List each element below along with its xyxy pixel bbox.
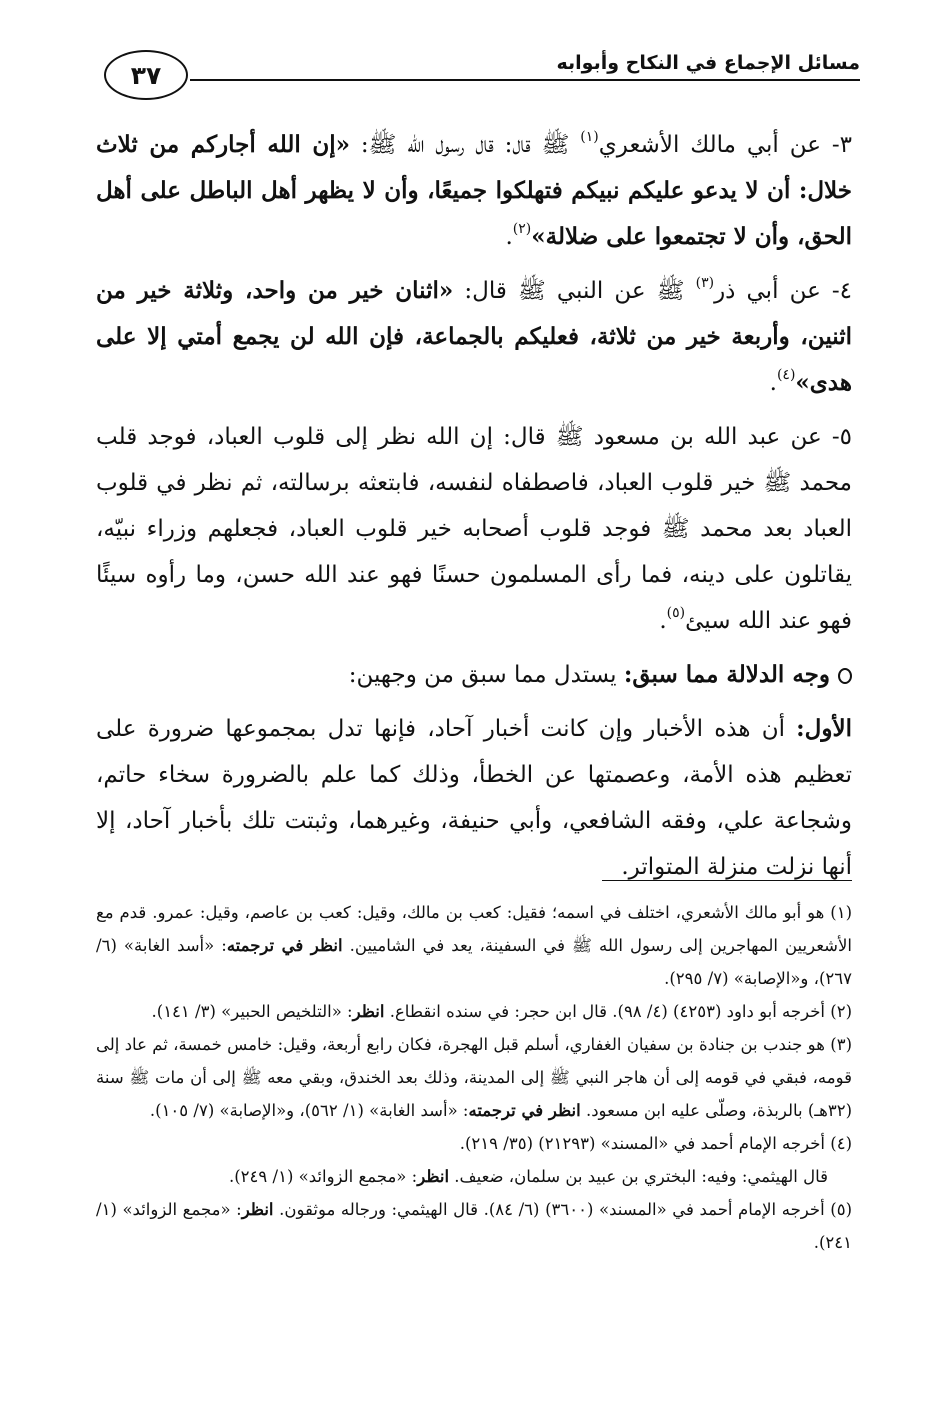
hadith-3-intro: ٣- عن أبي مالك الأشعري: [598, 132, 852, 158]
hadith-3: [96, 122, 852, 260]
footnote-ref-3: (٣): [695, 275, 715, 292]
footnote-ref-2: (٢): [512, 221, 532, 238]
footnote-1-see: انظر في ترجمته: [226, 936, 343, 955]
footnote-3-refs: : «أسد الغابة» (١/ ٥٦٢)، و«الإصابة» (٧/ ١٠٥).: [149, 1101, 469, 1120]
footnote-4-see: انظر: [417, 1167, 450, 1186]
footnote-3: [96, 1028, 852, 1127]
footnote-3-see: انظر في ترجمته: [468, 1101, 581, 1120]
hadith-4-intro-2: ﷺ عن النبي ﷺ قال:: [453, 278, 696, 304]
main-text: [96, 122, 852, 898]
footnote-2-text: (٢) أخرجه أبو داود (٤٢٥٣) (٤/ ٩٨). قال ابن حجر: في سنده انقطاع.: [384, 1002, 852, 1021]
footnote-5: [96, 1193, 852, 1259]
hadith-3-end: .: [505, 224, 513, 250]
footnote-1-refs: : «أسد الغابة» (٦/ ٢٦٧)، و«الإصابة» (٧/ ٢٩٥).: [96, 936, 852, 988]
footnote-4: [96, 1127, 852, 1160]
footnote-2-see: انظر: [352, 1002, 385, 1021]
footnote-separator: [602, 880, 852, 881]
hadith-4: [96, 268, 852, 406]
page-number-badge: [104, 50, 188, 100]
footnote-5-text: (٥) أخرجه الإمام أحمد في «المسند» (٣٦٠٠) (٦/ ٨٤). قال الهيثمي: ورجاله موثقون.: [273, 1200, 852, 1219]
footnote-4-text: (٤) أخرجه الإمام أحمد في «المسند» (٢١٢٩٣) (٣٥/ ٢١٩).: [459, 1134, 852, 1153]
hadith-4-text: «اثنان خير من واحد، وثلاثة خير من اثنين، وأربعة خير من ثلاثة، فعليكم بالجماعة، فإن الله لن يجمع أمتي إلا على هدى»: [96, 277, 852, 396]
footnote-1: [96, 896, 852, 995]
running-header-title: مسائل الإجماع في النكاح وأبوابه: [556, 52, 860, 74]
footnote-ref-5: (٥): [666, 605, 686, 622]
section-text: يستدل مما سبق من وجهين:: [348, 662, 624, 688]
hadith-5-text: ٥- عن عبد الله بن مسعود ﷺ قال: إن الله نظر إلى قلوب العباد، فوجد قلب محمد ﷺ خير قلوب العباد، فاصطفاه لنفسه، فابتعثه برسالته، ثم نظر في قلوب العباد بعد محمد ﷺ فوجد قلوب أصحابه خير قلوب العباد، فجعلهم وزراء نبيّه، يقاتلون على دينه، فما رأى المسلمون حسنًا فهو عند الله حسن، وما رأوه سيئًا فهو عند الله سيئ: [96, 424, 852, 634]
footnote-3-text: (٣) هو جندب بن جنادة بن سفيان الغفاري، أسلم قبل الهجرة، فكان رابع أربعة، وقيل: خامس خمسة، ثم عاد إلى قومه، فبقي في قومه إلى أن هاجر النبي ﷺ إلى المدينة، وذلك بعد الخندق، وبقي معه ﷺ إلى أن مات ﷺ سنة (٣٢هـ) بالربذة، وصلّى عليه ابن مسعود.: [96, 1035, 852, 1120]
circle-bullet-icon: [838, 668, 852, 684]
header-rule: [190, 79, 860, 81]
first-point-label: الأول:: [796, 715, 852, 742]
footnote-1-text: (١) هو أبو مالك الأشعري، اختلف في اسمه؛ فقيل: كعب بن مالك، وقيل: كعب بن عاصم، وقيل: عمرو. قدم مع الأشعريين المهاجرين إلى رسول الله ﷺ في السفينة، يعد في الشاميين.: [96, 903, 852, 955]
footnote-5-refs: : «مجمع الزوائد» (١/ ٢٤١).: [96, 1200, 852, 1252]
first-point: [96, 706, 852, 890]
footnote-2-refs: : «التلخيص الحبير» (٣/ ١٤١).: [151, 1002, 353, 1021]
hadith-4-intro: ٤- عن أبي ذر: [714, 278, 853, 304]
footnotes: [96, 896, 852, 1259]
section-heading: وجه الدلالة مما سبق:: [623, 661, 830, 688]
footnote-4-refs: : «مجمع الزوائد» (١/ ٢٤٩).: [228, 1167, 418, 1186]
footnote-ref-4: (٤): [776, 367, 796, 384]
hadith-5: [96, 414, 852, 644]
first-point-text: أن هذه الأخبار وإن كانت أخبار آحاد، فإنها تدل بمجموعها ضرورة على تعظيم هذه الأمة، وعصمتها عن الخطأ، وذلك كما علم بالضرورة سخاء حاتم، وشجاعة علي، وفقه الشافعي، وأبي حنيفة، وغيرهما، وثبتت تلك بأخبار آحاد، إلا أنها نزلت منزلة المتواتر.: [96, 716, 852, 880]
hadith-3-text: «إن الله أجاركم من ثلاث خلال: أن لا يدعو عليكم نبيكم فتهلكوا جميعًا، وأن لا يظهر أهل الباطل على أهل الحق، وأن لا تجتمعوا على ضلالة»: [96, 131, 852, 250]
page-number: ٣٧: [130, 60, 162, 90]
footnote-ref-1: (١): [580, 129, 599, 146]
hadith-5-end: .: [659, 608, 667, 634]
hadith-4-end: .: [769, 370, 777, 396]
footnote-5-see: انظر: [241, 1200, 274, 1219]
footnote-4-continued: [96, 1160, 852, 1193]
footnote-4-note: قال الهيثمي: وفيه: البختري بن عبيد بن سلمان، ضعيف.: [449, 1167, 828, 1186]
section-line: [96, 652, 852, 698]
hadith-3-intro-2: ﷺ قال: قال رسول الله ﷺ:: [349, 132, 581, 158]
footnote-2: [96, 995, 852, 1028]
